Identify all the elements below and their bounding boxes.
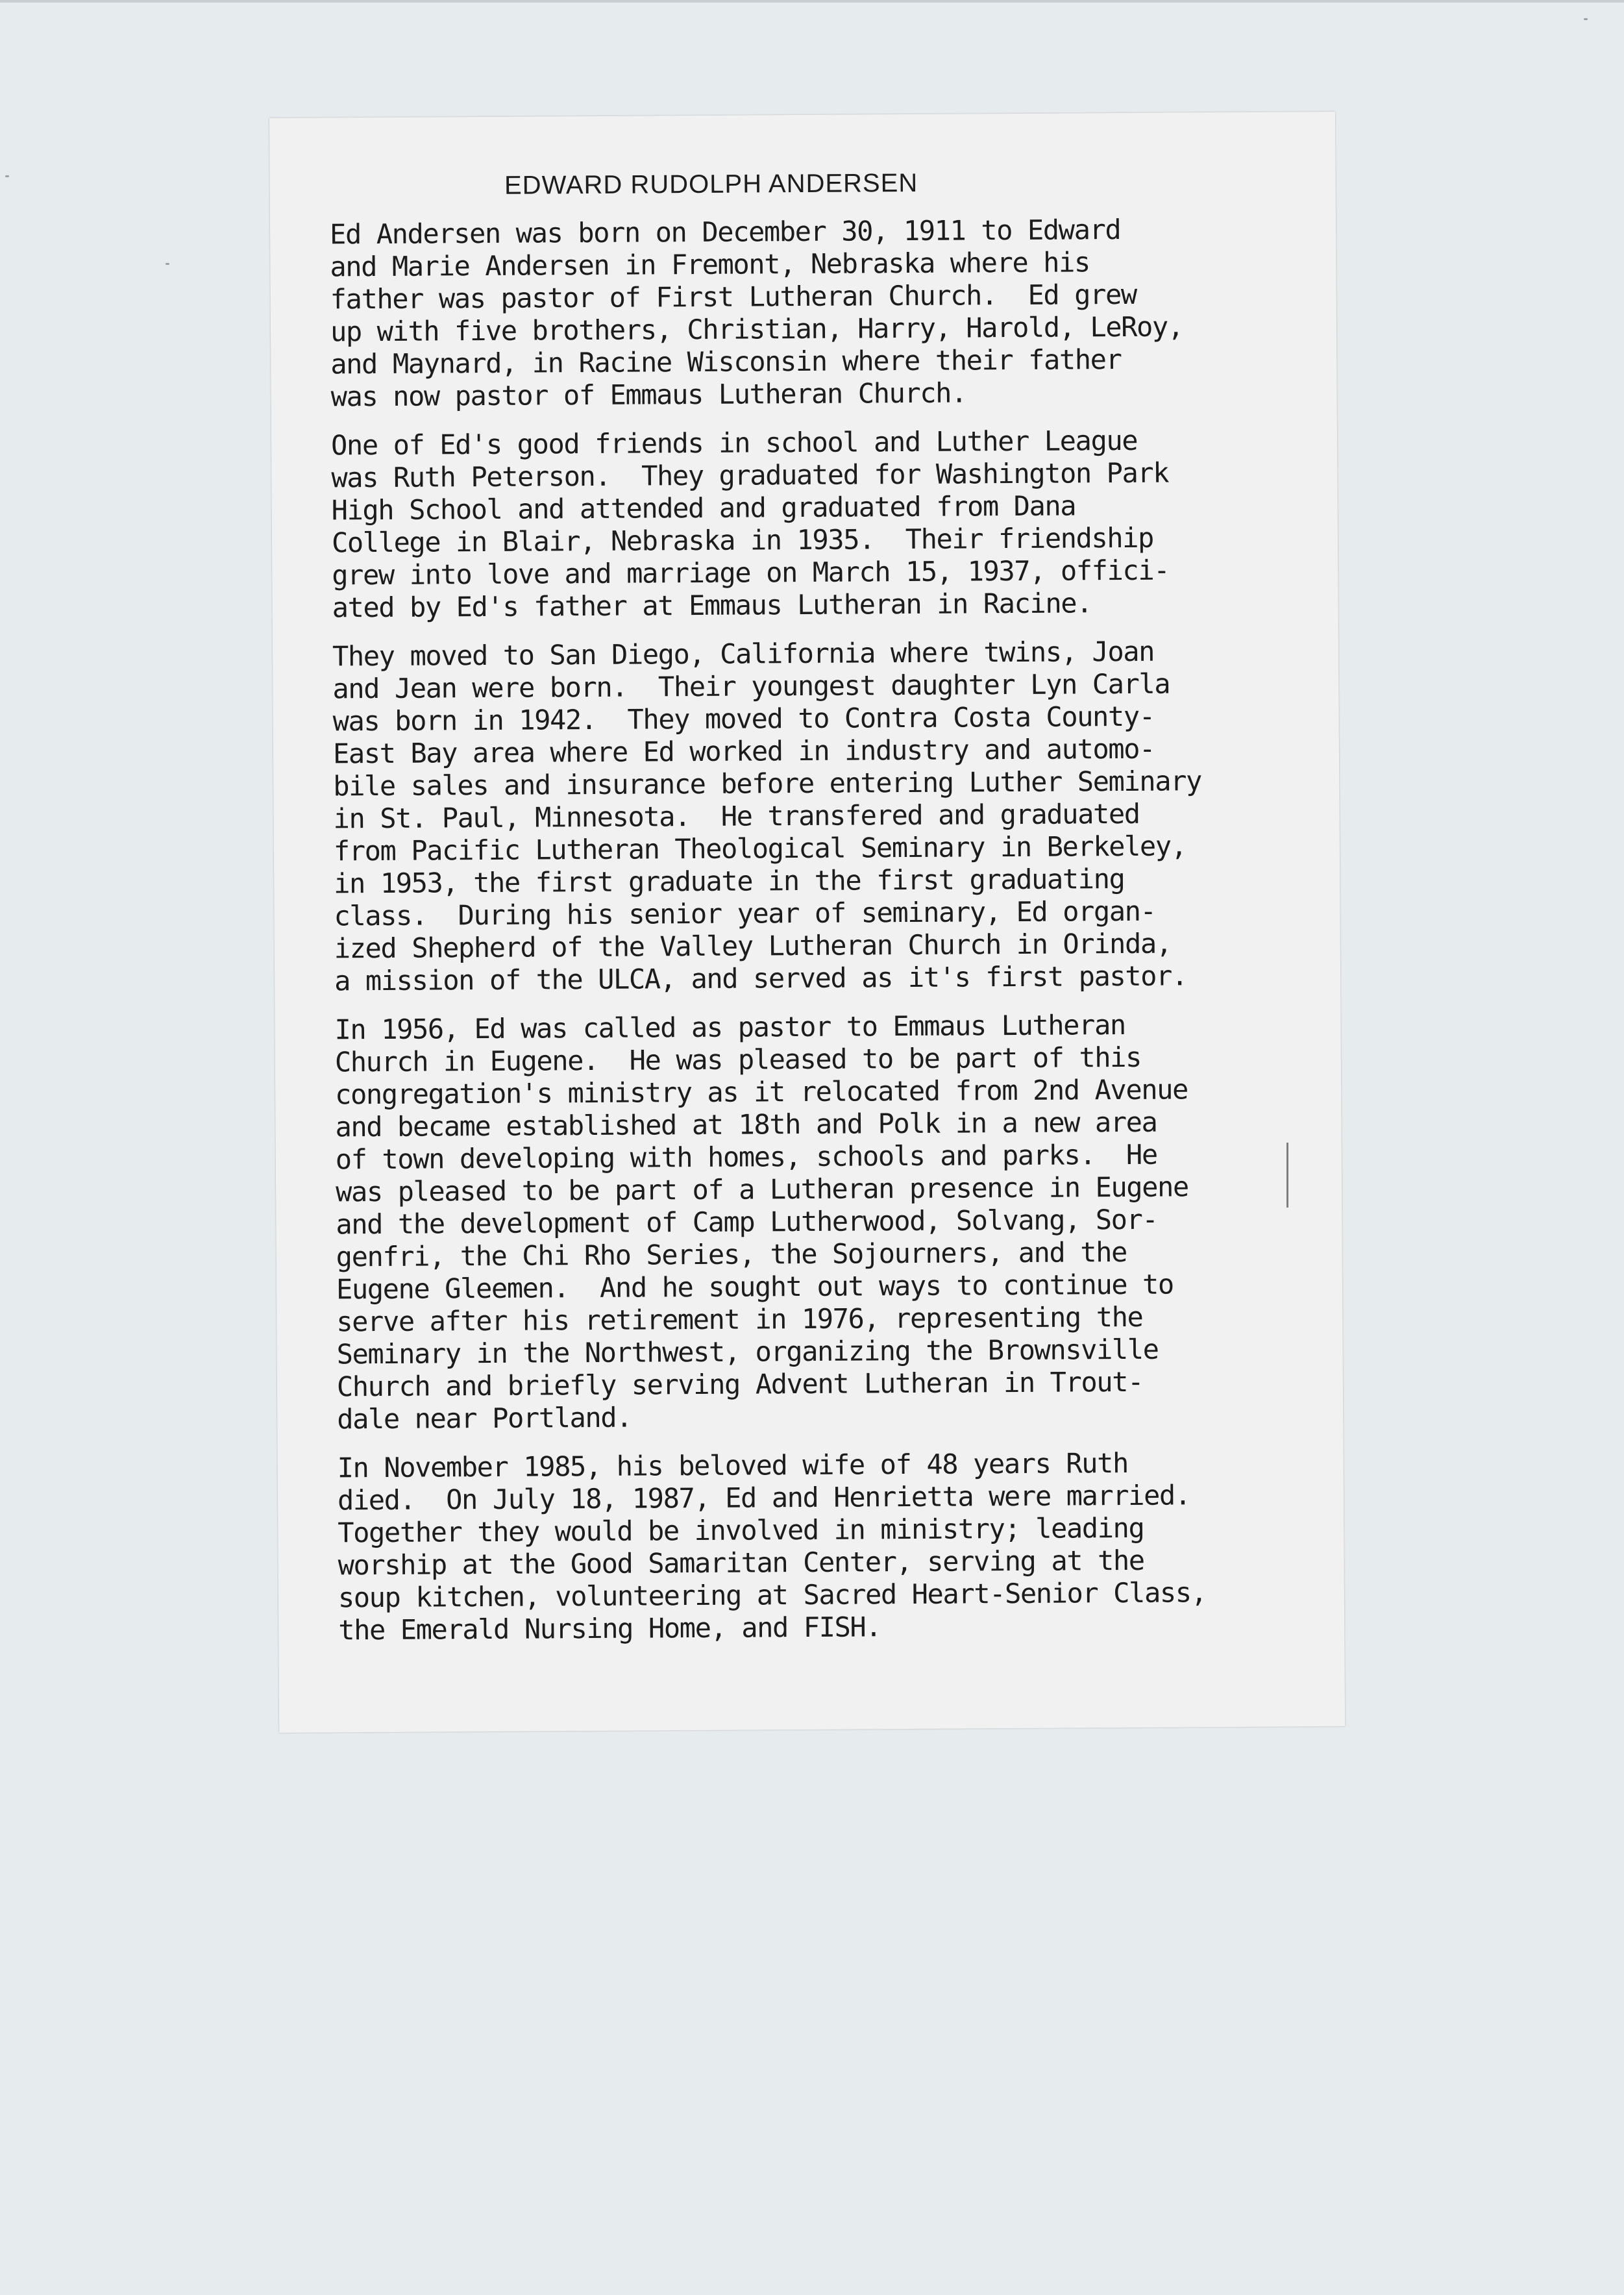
text-line: They moved to San Diego, California where twins, Joan	[332, 635, 1155, 673]
text-line: died. On July 18, 1987, Ed and Henrietta were married.	[337, 1479, 1190, 1517]
text-line: Church and briefly serving Advent Lutheran in Trout-	[336, 1365, 1144, 1403]
document-page	[269, 112, 1345, 1733]
text-line: genfri, the Chi Rho Series, the Sojourners, and the	[336, 1235, 1127, 1273]
body-paragraph	[330, 212, 1318, 413]
text-line: was now pastor of Emmaus Lutheran Church.	[330, 377, 967, 413]
text-line: and Jean were born. Their youngest daughter Lyn Carla	[332, 667, 1170, 705]
text-line: serve after his retirement in 1976, representing the	[336, 1300, 1143, 1338]
body-paragraph	[332, 634, 1321, 997]
scan-speck	[1584, 18, 1588, 20]
text-line: worship at the Good Samaritan Center, serving at the	[338, 1544, 1144, 1582]
text-line: congregation's ministry as it relocated from 2nd Avenue	[335, 1073, 1188, 1111]
text-line: Together they would be involved in ministry; leading	[338, 1511, 1144, 1549]
text-line: was Ruth Peterson. They graduated for Washington Park	[331, 456, 1169, 494]
text-line: soup kitchen, volunteering at Sacred Heart-Senior Class,	[338, 1576, 1207, 1614]
text-line: was pleased to be part of a Lutheran presence in Eugene	[335, 1171, 1188, 1208]
text-line: was born in 1942. They moved to Contra Costa County-	[332, 700, 1155, 738]
document-body	[330, 212, 1325, 1663]
scan-speck	[166, 263, 169, 265]
text-line: and Marie Andersen in Fremont, Nebraska where his	[330, 246, 1090, 283]
text-line: East Bay area where Ed worked in industry and automo-	[332, 732, 1155, 770]
text-line: and Maynard, in Racine Wisconsin where their father	[330, 343, 1122, 380]
text-line: In 1956, Ed was called as pastor to Emmaus Lutheran	[334, 1008, 1126, 1046]
text-line: in 1953, the first graduate in the first graduating	[334, 862, 1125, 900]
text-line: class. During his senior year of seminary, Ed organ-	[334, 895, 1156, 932]
text-line: and the development of Camp Lutherwood, Solvang, Sor-	[336, 1203, 1158, 1241]
text-line: bile sales and insurance before entering Luther Seminary	[333, 765, 1202, 802]
scan-speck	[5, 175, 9, 177]
text-line: the Emerald Nursing Home, and FISH.	[338, 1611, 881, 1646]
text-line: ized Shepherd of the Valley Lutheran Church in Orinda,	[334, 927, 1172, 965]
body-paragraph	[331, 423, 1319, 624]
text-line: and became established at 18th and Polk in a new area	[335, 1106, 1157, 1143]
body-paragraph	[334, 1008, 1323, 1435]
document-title: EDWARD RUDOLPH ANDERSEN	[504, 168, 918, 200]
scanner-edge	[0, 0, 1624, 3]
text-line: of town developing with homes, schools and parks. He	[335, 1138, 1157, 1176]
text-line: up with five brothers, Christian, Harry, Harold, LeRoy,	[330, 310, 1183, 348]
text-line: High School and attended and graduated from Dana	[331, 490, 1076, 527]
text-line: Seminary in the Northwest, organizing the Brownsville	[336, 1333, 1159, 1371]
text-line: in St. Paul, Minnesota. He transfered and graduated	[333, 797, 1140, 835]
text-line: In November 1985, his beloved wife of 48 years Ruth	[337, 1446, 1129, 1484]
text-line: dale near Portland.	[337, 1401, 632, 1435]
body-paragraph	[338, 1446, 1325, 1646]
text-line: ated by Ed's father at Emmaus Lutheran in Racine.	[332, 587, 1092, 624]
text-line: One of Ed's good friends in school and Luther League	[330, 424, 1138, 462]
text-line: Church in Eugene. He was pleased to be part of this	[334, 1041, 1142, 1078]
text-line: a mission of the ULCA, and served as it's first pastor.	[334, 960, 1187, 997]
text-line: from Pacific Lutheran Theological Seminary in Berkeley,	[333, 830, 1187, 867]
text-line: grew into love and marriage on March 15, 1937, offici-	[332, 554, 1170, 591]
text-line: Eugene Gleemen. And he sought out ways to continue to	[336, 1268, 1174, 1306]
scan-mark	[1286, 1143, 1288, 1208]
text-line: Ed Andersen was born on December 30, 1911 to Edward	[329, 213, 1121, 251]
text-line: father was pastor of First Lutheran Church. Ed grew	[330, 278, 1137, 316]
text-line: College in Blair, Nebraska in 1935. Their friendship	[331, 521, 1154, 559]
